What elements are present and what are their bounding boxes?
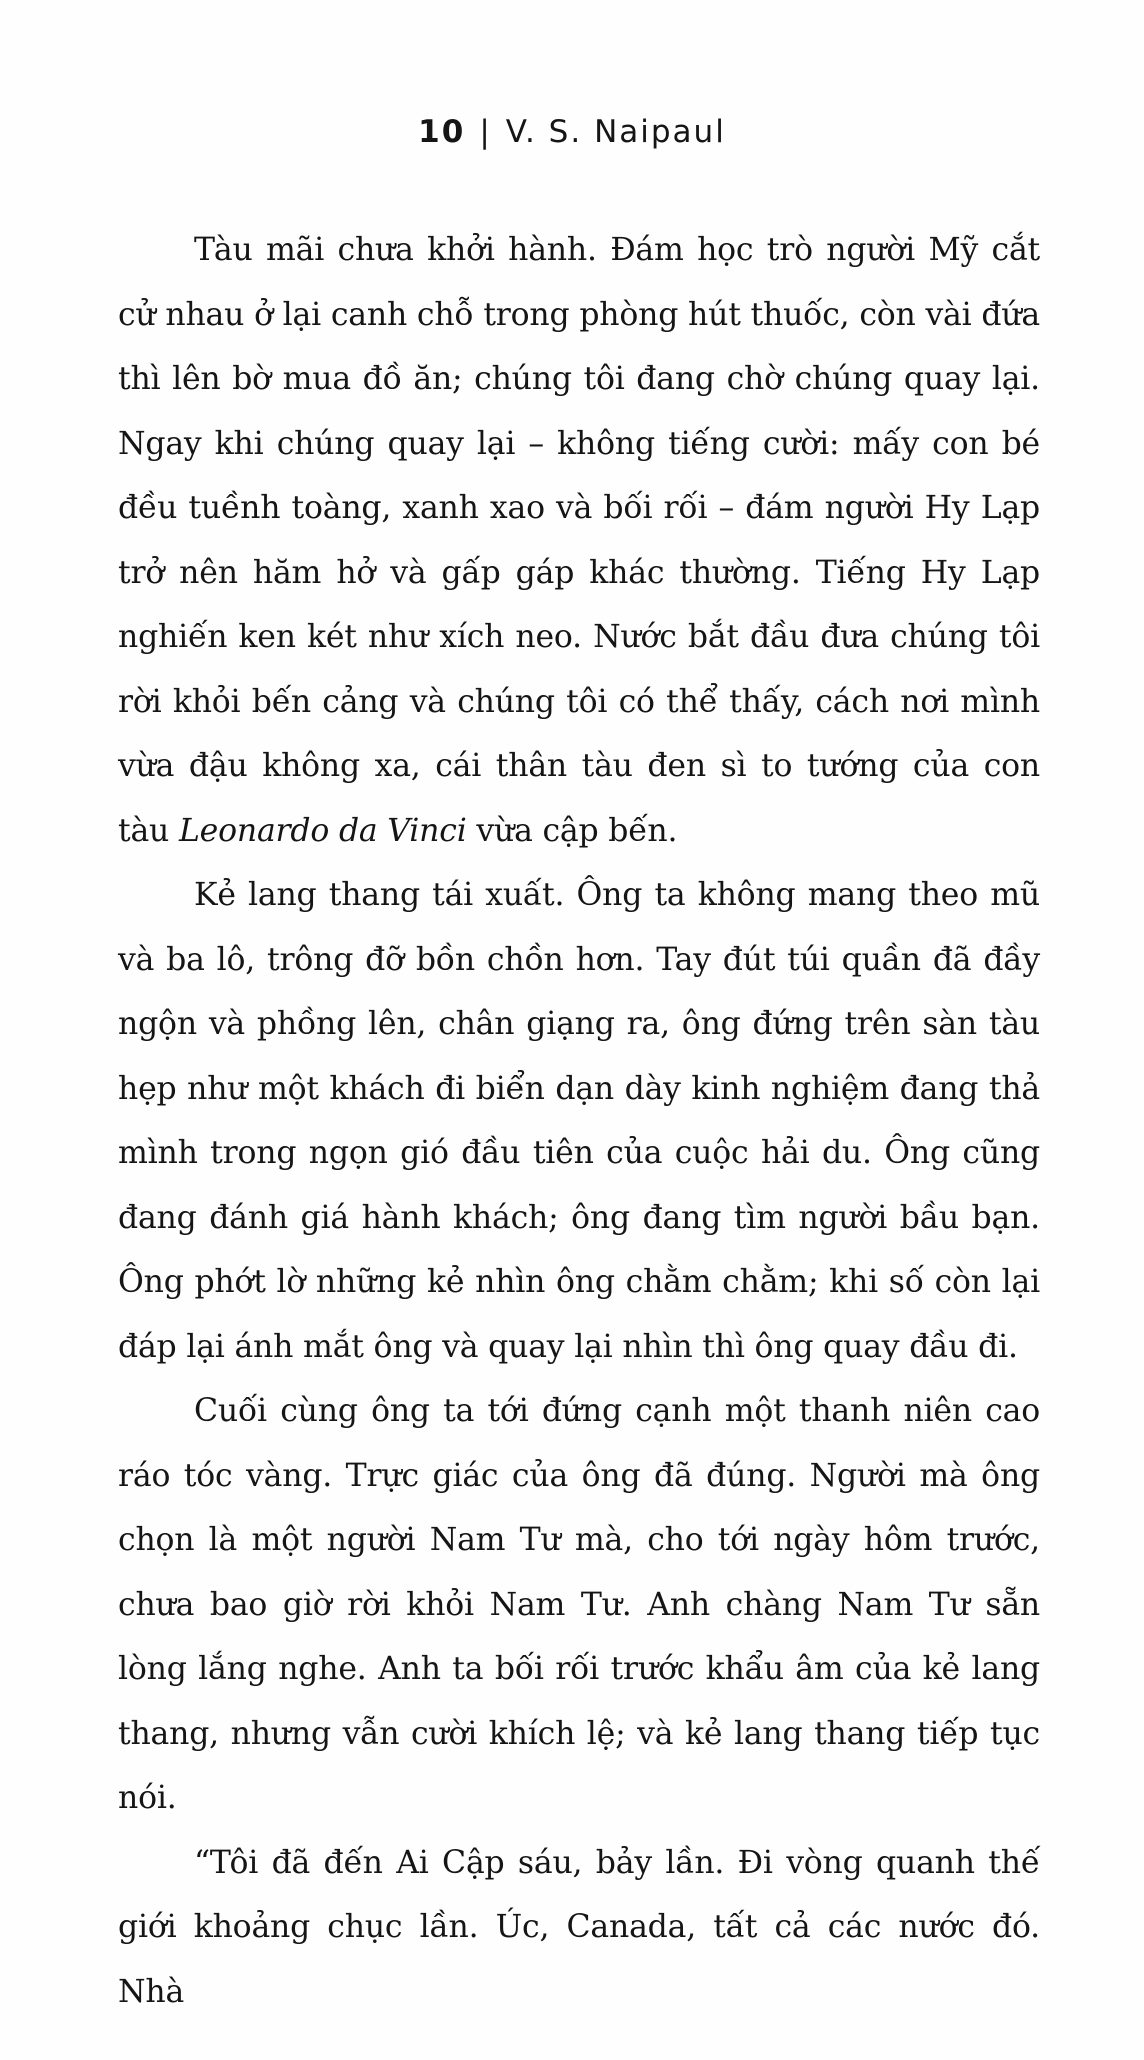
- paragraph-2: Kẻ lang thang tái xuất. Ông ta không mang theo mũ và ba lô, trông đỡ bồn chồn hơn. Tay đút túi quần đã đầy ngộn và phồng lên, chân giạng ra, ông đứng trên sàn tàu hẹp như một khách đi biển dạn dày kinh nghiệm đang thả mình trong ngọn gió đầu tiên của cuộc hải du. Ông cũng đang đánh giá hành khách; ông đang tìm người bầu bạn. Ông phớt lờ những kẻ nhìn ông chằm chằm; khi số còn lại đáp lại ánh mắt ông và quay lại nhìn thì ông quay đầu đi.: [118, 877, 1040, 1365]
- page-number: 10: [418, 114, 466, 150]
- ship-name: Leonardo da Vinci: [178, 812, 467, 849]
- paragraph-4: “Tôi đã đến Ai Cập sáu, bảy lần. Đi vòng quanh thế giới khoảng chục lần. Úc, Canada, tất cả các nước đó. Nhà: [118, 1844, 1040, 2010]
- paragraph-3: Cuối cùng ông ta tới đứng cạnh một thanh niên cao ráo tóc vàng. Trực giác của ông đã đúng. Người mà ông chọn là một người Nam Tư mà, cho tới ngày hôm trước, chưa bao giờ rời khỏi Nam Tư. Anh chàng Nam Tư sẵn lòng lắng nghe. Anh ta bối rối trước khẩu âm của kẻ lang thang, nhưng vẫn cười khích lệ; và kẻ lang thang tiếp tục nói.: [118, 1393, 1040, 1816]
- paragraph-1: [118, 218, 1040, 863]
- paragraph-1-text: Tàu mãi chưa khởi hành. Đám học trò người Mỹ cắt cử nhau ở lại canh chỗ trong phòng hút thuốc, còn vài đứa thì lên bờ mua đồ ăn; chúng tôi đang chờ chúng quay lại. Ngay khi chúng quay lại – không tiếng cười: mấy con bé đều tuềnh toàng, xanh xao và bối rối – đám người Hy Lạp trở nên hăm hở và gấp gáp khác thường. Tiếng Hy Lạp nghiến ken két như xích neo. Nước bắt đầu đưa chúng tôi rời khỏi bến cảng và chúng tôi có thể thấy, cách nơi mình vừa đậu không xa, cái thân tàu đen sì to tướng của con tàu: [118, 232, 1040, 849]
- header-separator: |: [479, 114, 492, 150]
- author-name: V. S. Naipaul: [505, 114, 726, 150]
- running-header: [0, 112, 1144, 152]
- paragraph-1-tail: vừa cập bến.: [466, 812, 678, 849]
- body-text: [118, 218, 1040, 2024]
